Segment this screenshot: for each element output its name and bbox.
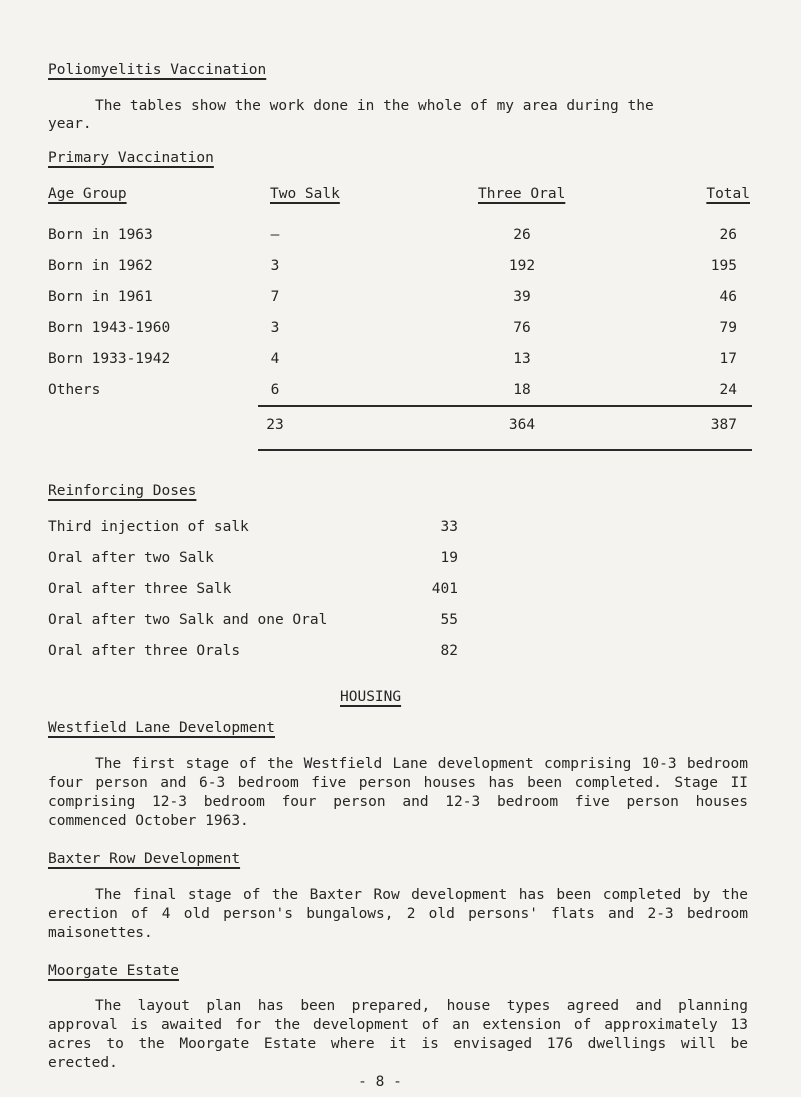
polio-title: Poliomyelitis Vaccination xyxy=(48,62,267,78)
dose-label: Third injection of salk xyxy=(48,519,249,535)
moorgate-paragraph: The layout plan has been prepared, house types agreed and planning approval is awaited for the development of an extension of approximately 13 acres to the Moorgate Estate where it is envisaged 176 dwellings will be erected. xyxy=(48,998,748,1071)
age-group-cell: Born 1943-1960 xyxy=(48,320,171,336)
three-oral-total: 364 xyxy=(508,417,536,433)
two-salk-cell: 3 xyxy=(270,258,280,274)
baxter-row-heading: Baxter Row Development xyxy=(48,851,241,867)
dose-value: 82 xyxy=(440,643,458,659)
three-oral-cell: 192 xyxy=(508,258,536,274)
two-salk-cell: 4 xyxy=(270,351,280,367)
age-group-cell: Born in 1962 xyxy=(48,258,153,274)
reinforcing-doses-heading: Reinforcing Doses xyxy=(48,483,197,499)
three-oral-cell: 76 xyxy=(513,320,531,336)
three-oral-cell: 13 xyxy=(513,351,531,367)
dose-value: 33 xyxy=(440,519,458,535)
age-group-cell: Born in 1961 xyxy=(48,289,153,305)
totals-bottom-rule xyxy=(258,449,752,451)
total-cell: 24 xyxy=(719,382,737,398)
two-salk-cell: – xyxy=(270,227,280,243)
page-number: - 8 - xyxy=(358,1074,402,1090)
total-cell: 79 xyxy=(719,320,737,336)
two-salk-cell: 7 xyxy=(270,289,280,305)
three-oral-cell: 18 xyxy=(513,382,531,398)
polio-intro-line1: The tables show the work done in the whole of my area during the xyxy=(95,98,654,114)
dose-label: Oral after two Salk and one Oral xyxy=(48,612,328,628)
age-group-cell: Born 1933-1942 xyxy=(48,351,171,367)
moorgate-heading: Moorgate Estate xyxy=(48,963,179,979)
westfield-heading: Westfield Lane Development xyxy=(48,720,275,736)
dose-value: 19 xyxy=(440,550,458,566)
column-header-two-salk: Two Salk xyxy=(270,186,340,202)
westfield-paragraph: The first stage of the Westfield Lane development comprising 10-3 bedroom four person and 6-3 bedroom five person houses has been completed. Stage II comprising 12-3 bedroom four person and 12-3 bedroom five person houses commenced October 1963. xyxy=(48,756,748,829)
age-group-cell: Others xyxy=(48,382,101,398)
three-oral-cell: 26 xyxy=(513,227,531,243)
age-group-cell: Born in 1963 xyxy=(48,227,153,243)
dose-label: Oral after three Orals xyxy=(48,643,241,659)
housing-title: HOUSING xyxy=(340,689,402,705)
total-cell: 46 xyxy=(719,289,737,305)
dose-label: Oral after three Salk xyxy=(48,581,232,597)
totals-top-rule xyxy=(258,405,752,407)
three-oral-cell: 39 xyxy=(513,289,531,305)
baxter-row-paragraph: The final stage of the Baxter Row development has been completed by the erection of 4 old person's bungalows, 2 old persons' flats and 2-3 bedroom maisonettes. xyxy=(48,887,748,941)
two-salk-total: 23 xyxy=(266,417,284,433)
dose-value: 55 xyxy=(440,612,458,628)
dose-value: 401 xyxy=(431,581,458,597)
total-cell: 17 xyxy=(719,351,737,367)
primary-vaccination-heading: Primary Vaccination xyxy=(48,150,214,166)
two-salk-cell: 6 xyxy=(270,382,280,398)
total-cell: 26 xyxy=(719,227,737,243)
column-header-total: Total xyxy=(706,186,750,202)
two-salk-cell: 3 xyxy=(270,320,280,336)
column-header-three-oral: Three Oral xyxy=(478,186,566,202)
grand-total: 387 xyxy=(710,417,737,433)
column-header-age-group: Age Group xyxy=(48,186,127,202)
total-cell: 195 xyxy=(710,258,737,274)
polio-intro-line2: year. xyxy=(48,116,92,132)
dose-label: Oral after two Salk xyxy=(48,550,214,566)
